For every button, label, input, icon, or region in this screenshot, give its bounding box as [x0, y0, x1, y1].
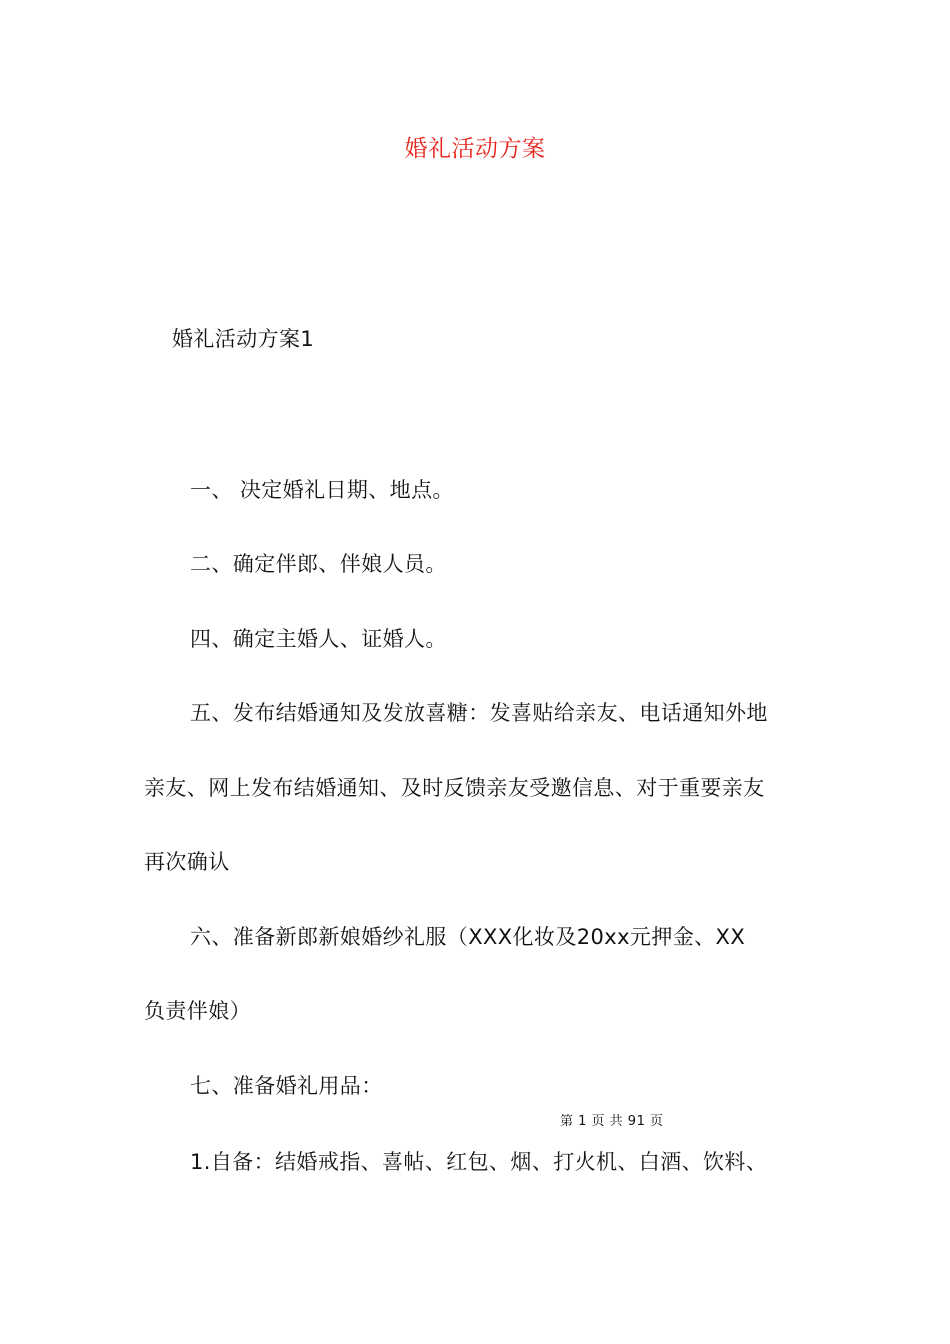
paragraph-line-5: 亲友、网上发布结婚通知、及时反馈亲友受邀信息、对于重要亲友: [144, 776, 765, 800]
section-heading: 婚礼活动方案1: [172, 327, 315, 351]
paragraph-line-8: 负责伴娘）: [144, 999, 251, 1023]
paragraph-line-9: 七、准备婚礼用品：: [190, 1074, 383, 1098]
page-number-footer: 第 1 页 共 91 页: [560, 1114, 664, 1129]
paragraph-line-4: 五、发布结婚通知及发放喜糖：发喜贴给亲友、电话通知外地: [190, 701, 768, 725]
paragraph-line-1: 一、 决定婚礼日期、地点。: [190, 478, 454, 502]
document-title: 婚礼活动方案: [404, 136, 546, 162]
paragraph-line-2: 二、确定伴郎、伴娘人员。: [190, 552, 447, 576]
paragraph-line-6: 再次确认: [144, 850, 230, 874]
paragraph-line-10: 1.自备：结婚戒指、喜帖、红包、烟、打火机、白酒、饮料、: [190, 1150, 768, 1174]
paragraph-line-3: 四、确定主婚人、证婚人。: [190, 627, 447, 651]
paragraph-line-7: 六、准备新郎新娘婚纱礼服（XXX化妆及20xx元押金、XX: [190, 925, 746, 949]
